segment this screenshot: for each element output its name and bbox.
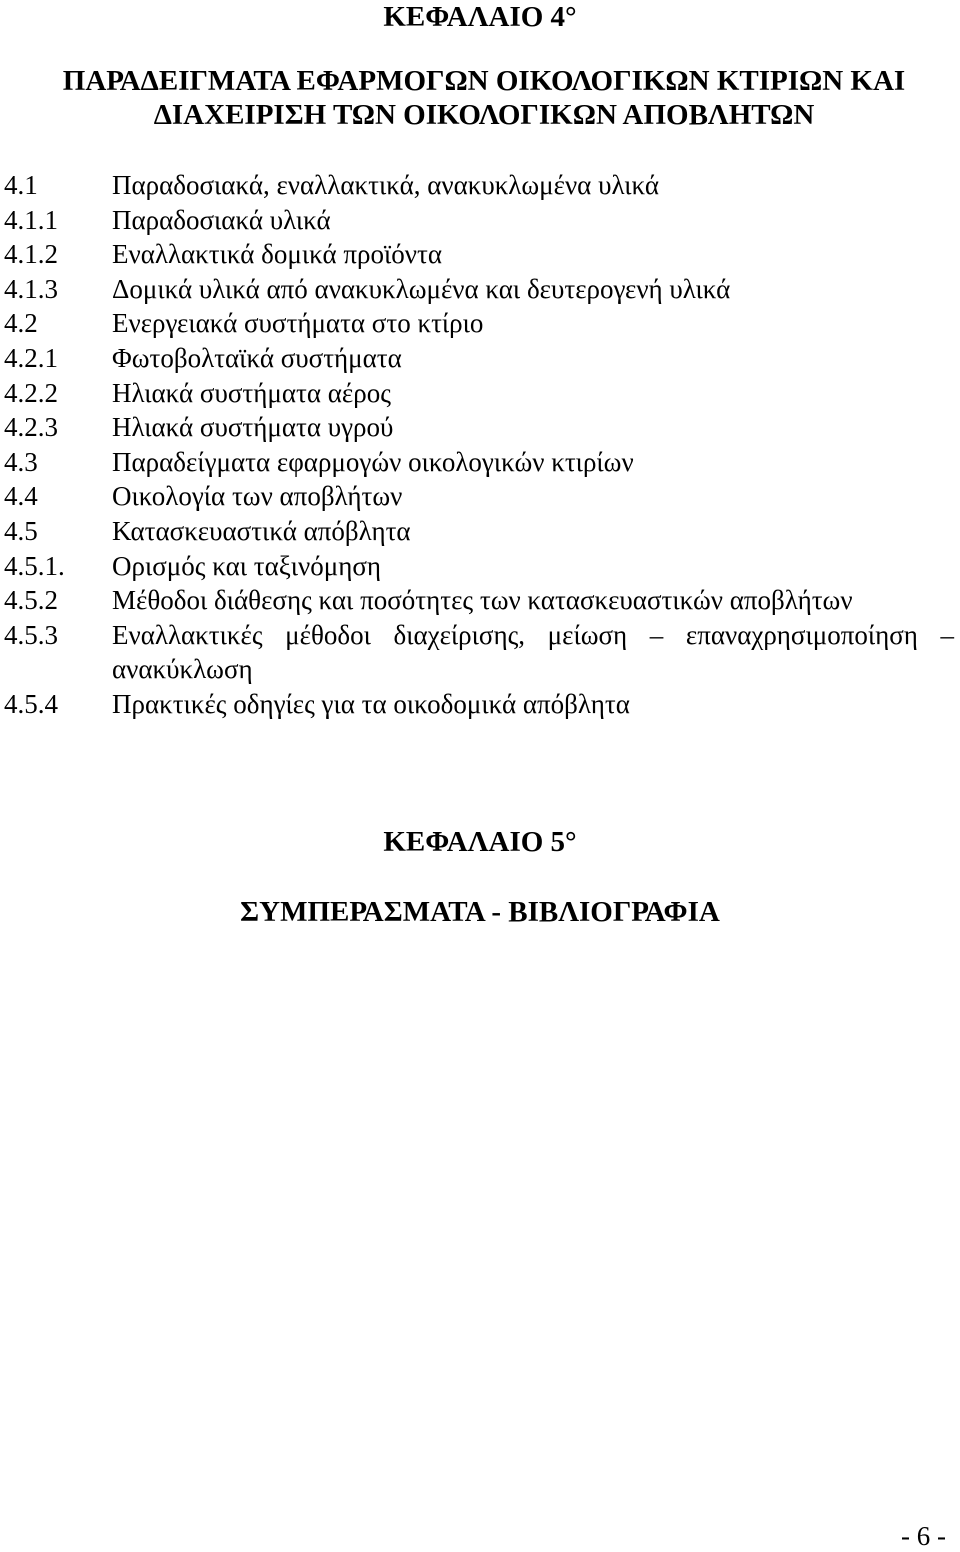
table-of-contents	[4, 168, 954, 722]
toc-entry	[4, 549, 954, 584]
toc-entry-number: 4.1.2	[4, 239, 58, 270]
toc-entry-title: Εναλλακτικές μέθοδοι διαχείρισης, μείωση – επαναχρησιμοποίηση – ανακύκλωση	[112, 619, 954, 685]
toc-entry-title: Ενεργειακά συστήματα στο κτίριο	[112, 308, 484, 339]
toc-entry	[4, 306, 954, 341]
page-number: - 6 -	[901, 1521, 946, 1551]
toc-entry-title: Κατασκευαστικά απόβλητα	[112, 515, 411, 546]
toc-entry-number: 4.5	[4, 515, 38, 546]
toc-entry-title: Εναλλακτικά δομικά προϊόντα	[112, 239, 442, 270]
toc-entry	[4, 479, 954, 514]
toc-entry	[4, 410, 954, 445]
toc-entry	[4, 168, 954, 203]
toc-entry	[4, 272, 954, 307]
toc-entry-title: Ορισμός και ταξινόμηση	[112, 550, 382, 581]
toc-entry	[4, 237, 954, 272]
toc-entry-number: 4.2.1	[4, 342, 58, 373]
toc-entry-title: Παραδοσιακά, εναλλακτικά, ανακυκλωμένα υλικά	[112, 170, 659, 200]
chapter-5-title: ΚΕΦΑΛΑΙΟ 5°	[383, 826, 577, 858]
toc-entry	[4, 203, 954, 238]
toc-entry	[4, 341, 954, 376]
toc-entry-number: 4.2.3	[4, 412, 58, 443]
toc-entry	[4, 376, 954, 411]
toc-entry-title: Πρακτικές οδηγίες για τα οικοδομικά απόβλητα	[112, 688, 630, 719]
chapter-5-subtitle: ΣΥΜΠΕΡΑΣΜΑΤΑ - ΒΙΒΛΙΟΓΡΑΦΙΑ	[240, 896, 720, 928]
toc-entry-title: Ηλιακά συστήματα υγρού	[112, 412, 394, 443]
toc-entry	[4, 514, 954, 549]
toc-entry-number: 4.5.3	[4, 619, 58, 650]
toc-entry-title: Παραδοσιακά υλικά	[112, 204, 331, 235]
toc-entry-number: 4.5.1.	[4, 550, 65, 581]
toc-entry-title: Δομικά υλικά από ανακυκλωμένα και δευτερογενή υλικά	[112, 273, 731, 304]
toc-entry	[4, 583, 954, 618]
toc-entry	[4, 445, 954, 480]
chapter-4-title: ΚΕΦΑΛΑΙΟ 4°	[383, 1, 577, 33]
toc-entry-number: 4.4	[4, 481, 38, 512]
toc-entry-title: Μέθοδοι διάθεσης και ποσότητες των κατασκευαστικών αποβλήτων	[112, 585, 853, 616]
chapter-4-subtitle: ΠΑΡΑΔΕΙΓΜΑΤΑ ΕΦΑΡΜΟΓΩΝ ΟΙΚΟΛΟΓΙΚΩΝ ΚΤΙΡΙΩΝ ΚΑΙ ΔΙΑΧΕΙΡΙΣΗ ΤΩΝ ΟΙΚΟΛΟΓΙΚΩΝ ΑΠΟΒΛΗΤΩΝ	[62, 65, 906, 131]
toc-entry-number: 4.5.4	[4, 688, 58, 719]
toc-entry-number: 4.2.2	[4, 377, 58, 408]
toc-entry-title: Φωτοβολταϊκά συστήματα	[112, 342, 402, 373]
toc-entry-number: 4.2	[4, 308, 38, 339]
toc-entry-number: 4.1.1	[4, 204, 58, 235]
toc-entry	[4, 618, 954, 687]
toc-entry-number: 4.5.2	[4, 585, 58, 616]
toc-entry-title: Ηλιακά συστήματα αέρος	[112, 377, 391, 408]
toc-entry-title: Παραδείγματα εφαρμογών οικολογικών κτιρίων	[112, 446, 634, 477]
toc-entry-title: Οικολογία των αποβλήτων	[112, 481, 403, 512]
toc-entry-number: 4.1.3	[4, 273, 58, 304]
toc-entry-number: 4.3	[4, 446, 38, 477]
toc-entry	[4, 687, 954, 722]
toc-entry-number: 4.1	[4, 170, 38, 200]
